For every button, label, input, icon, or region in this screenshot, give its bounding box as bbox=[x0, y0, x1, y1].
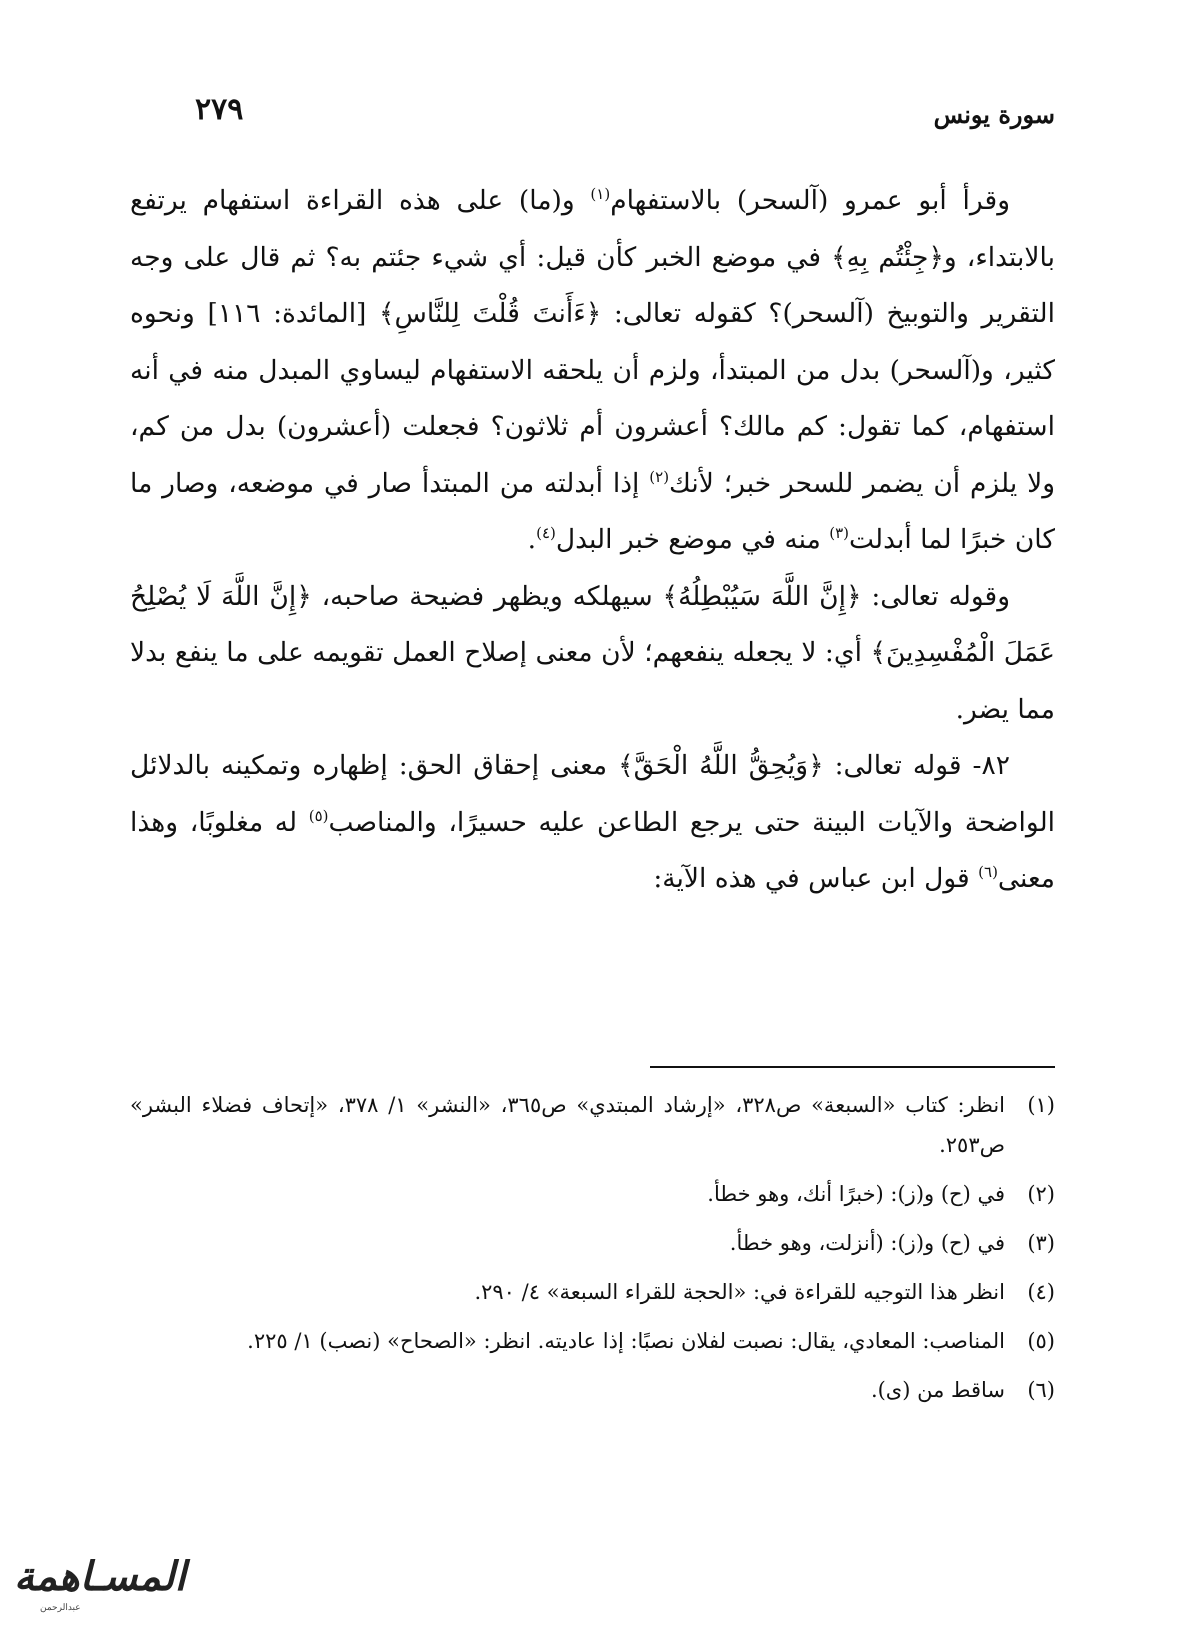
footnote-text: في (ح) و(ز): (أنزلت، وهو خطأ. bbox=[729, 1231, 1005, 1255]
surah-title: سورة يونس bbox=[933, 100, 1055, 129]
footnote-ref: (٥) bbox=[308, 806, 329, 825]
footnote-text: المناصب: المعادي، يقال: نصبت لفلان نصبًا: إذا عاديته. انظر: «الصحاح» (نصب) ١/ ٢٢٥. bbox=[247, 1329, 1005, 1353]
library-stamp bbox=[14, 1553, 186, 1625]
text-run: وقوله تعالى: bbox=[861, 580, 1011, 612]
footnote-item bbox=[130, 1272, 1055, 1312]
stamp-logo-text: المسـاهمة bbox=[14, 1553, 186, 1600]
footnote-item bbox=[130, 1085, 1055, 1165]
footnote-text: ساقط من (ى). bbox=[870, 1378, 1005, 1402]
page-header bbox=[185, 92, 1055, 132]
text-run: قول ابن عباس في هذه الآية: bbox=[653, 863, 979, 894]
text-run: في موضع الخبر كأن قيل: أي شيء جئتم به؟ ثم قال على وجه التقرير والتوبيخ (آلسحر)؟ كقوله تعالى: bbox=[130, 241, 1055, 329]
footnote-ref: (٢) bbox=[649, 467, 670, 486]
footnote-item bbox=[130, 1174, 1055, 1214]
text-run: [المائدة: ١١٦] ونحوه كثير، و(آلسحر) بدل من المبتدأ، ولزم أن يلحقه الاستفهام ليساوي المبدل منه في أنه استفهام، كما تقول: كم مالك؟ أعشرون أم ثلاثون؟ فجعلت (أعشرون) بدل من كم، ولا يلزم أن يضمر للسحر خبر؛ لأنك bbox=[130, 298, 1055, 499]
footnote-number: (٦) bbox=[1027, 1378, 1055, 1402]
quran-quote: ﴿ءَأَنتَ قُلْتَ لِلنَّاسِ﴾ bbox=[379, 298, 602, 329]
text-run: معنى إحقاق الحق: إظهاره وتمكينه بالدلائل الواضحة والآيات البينة حتى يرجع الطاعن عليه حسيرًا، والمناصب bbox=[130, 750, 1056, 838]
footnote-ref: (٣) bbox=[829, 524, 849, 543]
footnote-divider bbox=[650, 1066, 1055, 1068]
paragraph bbox=[130, 569, 1055, 739]
footnote-text: في (ح) و(ز): (خبرًا أنك، وهو خطأ. bbox=[707, 1182, 1005, 1206]
footnote-item bbox=[130, 1321, 1055, 1361]
quran-quote: ﴿إِنَّ اللَّهَ سَيُبْطِلُهُ﴾ bbox=[662, 580, 862, 612]
paragraph bbox=[130, 738, 1055, 908]
footnote-number: (٢) bbox=[1027, 1182, 1055, 1206]
text-run: سيهلكه ويظهر فضيحة صاحبه، bbox=[311, 580, 663, 612]
text-run: منه في موضع خبر البدل bbox=[555, 524, 830, 555]
footnote-number: (٣) bbox=[1027, 1231, 1055, 1255]
footnote-ref: (١) bbox=[590, 185, 611, 204]
text-run: ٨٢- قوله تعالى: bbox=[823, 750, 1010, 781]
text-run: له مغلوبًا، وهذا معنى bbox=[130, 806, 1055, 894]
main-text bbox=[130, 173, 1055, 908]
quran-quote: ﴿جِئْتُم بِهِ﴾ bbox=[831, 241, 944, 273]
text-run: إذا أبدلته من المبتدأ صار في موضعه، وصار ما كان خبرًا لما أبدلت bbox=[130, 467, 1055, 555]
footnote-ref: (٦) bbox=[978, 863, 998, 882]
quran-quote: ﴿وَيُحِقُّ اللَّهُ الْحَقَّ﴾ bbox=[618, 750, 824, 781]
footnote-ref: (٤) bbox=[536, 524, 556, 543]
quran-quote: ﴿إِنَّ اللَّهَ لَا يُصْلِحُ عَمَلَ الْمُفْسِدِينَ﴾ bbox=[130, 580, 1055, 668]
footnote-number: (٥) bbox=[1027, 1329, 1055, 1353]
text-run: و(ما) على هذه القراءة استفهام يرتفع بالابتداء، و bbox=[130, 185, 1055, 273]
footnote-text: انظر هذا التوجيه للقراءة في: «الحجة للقراء السبعة» ٤/ ٢٩٠. bbox=[474, 1280, 1005, 1304]
stamp-small-text: عبدالرحمن bbox=[40, 1603, 81, 1613]
paragraph bbox=[130, 173, 1055, 569]
text-run: أي: لا يجعله ينفعهم؛ لأن معنى إصلاح العمل تقويمه على ما ينفع بدلا مما يضر. bbox=[130, 637, 1055, 725]
footnote-number: (١) bbox=[1027, 1093, 1055, 1117]
footnote-item bbox=[130, 1370, 1055, 1410]
footnotes bbox=[130, 1085, 1055, 1419]
page-number: ٢٧٩ bbox=[195, 92, 244, 127]
footnote-number: (٤) bbox=[1027, 1280, 1055, 1304]
text-run: وقرأ أبو عمرو (آلسحر) بالاستفهام bbox=[610, 185, 1010, 216]
footnote-item bbox=[130, 1223, 1055, 1263]
text-run: . bbox=[527, 524, 537, 555]
footnote-text: انظر: كتاب «السبعة» ص٣٢٨، «إرشاد المبتدي» ص٣٦٥، «النشر» ١/ ٣٧٨، «إتحاف فضلاء البشر» ص٢٥٣. bbox=[130, 1093, 1006, 1157]
